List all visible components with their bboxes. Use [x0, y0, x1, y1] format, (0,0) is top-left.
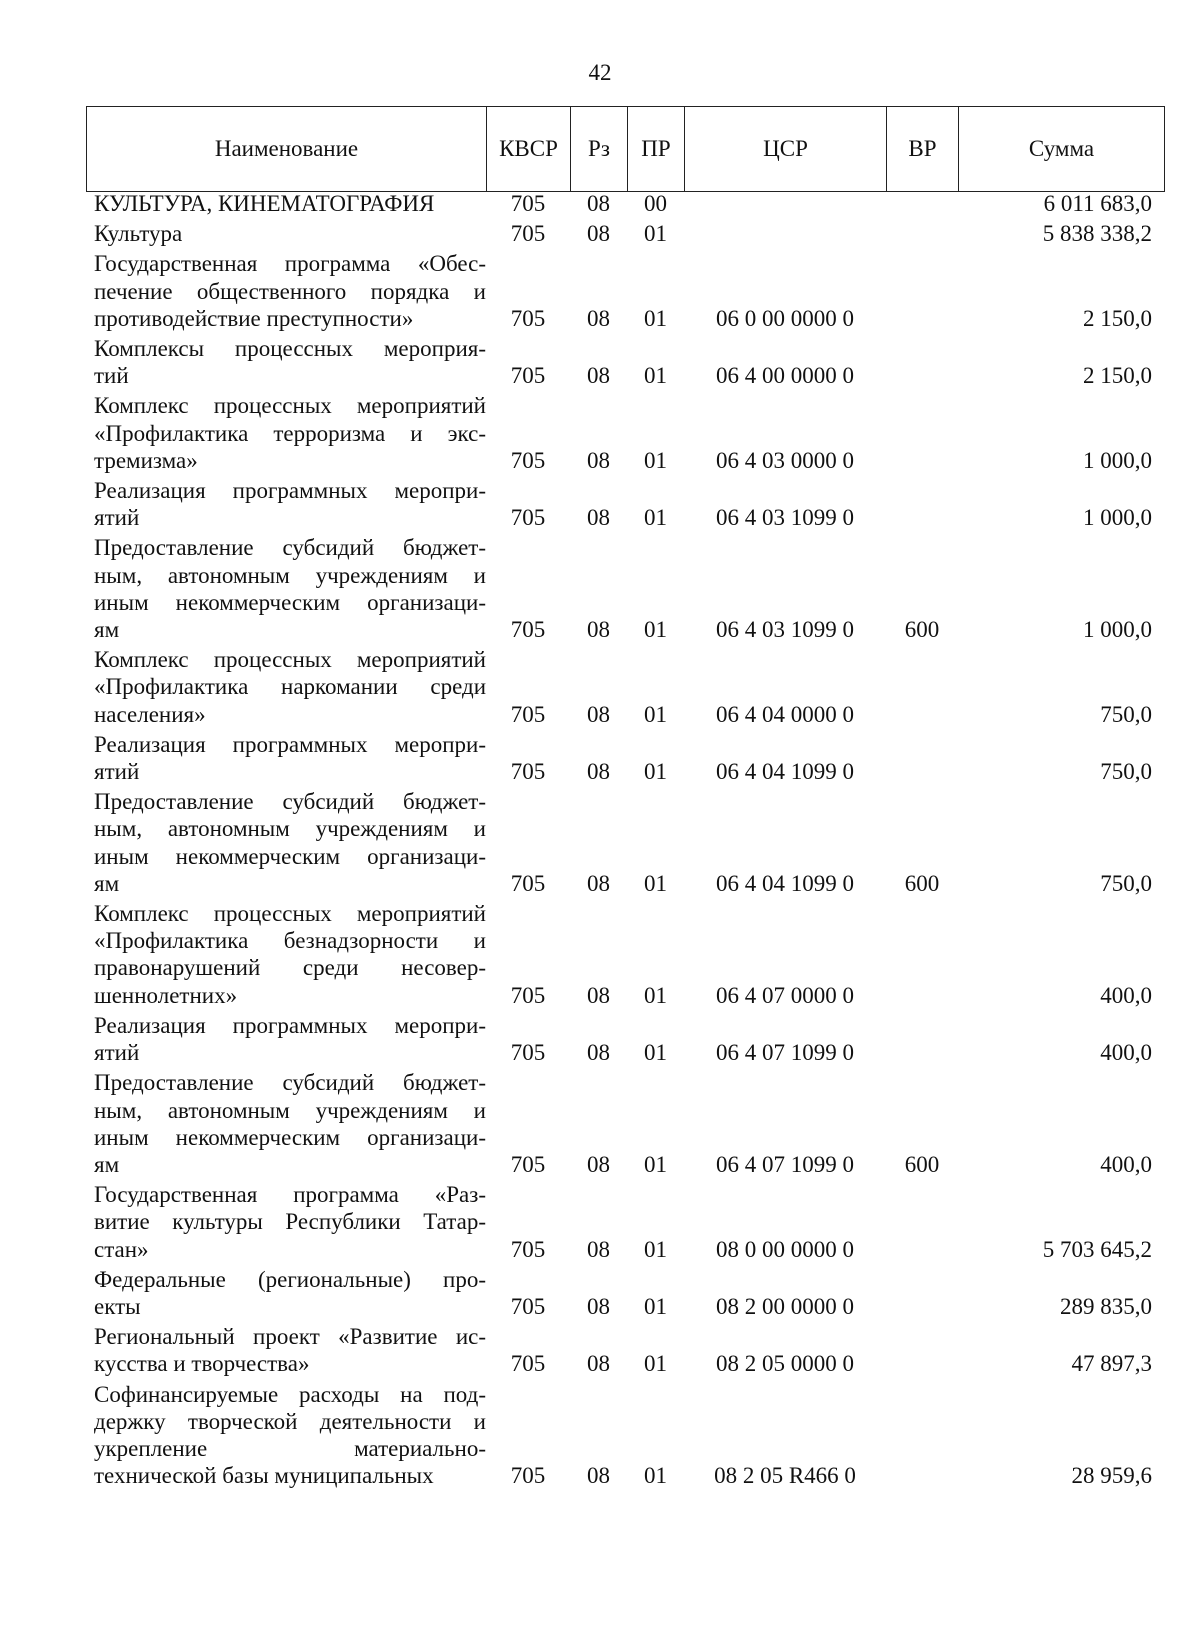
cell-kvsr: 705 [510, 363, 546, 389]
cell-pr: 01 [644, 447, 667, 473]
table-row [86, 1266, 1164, 1320]
row-name-line: кусства и творчества» [94, 1351, 310, 1377]
cell-rz: 08 [587, 701, 610, 727]
cell-pr: 01 [644, 505, 667, 531]
cell-csr: 06 0 00 0000 0 [716, 305, 854, 331]
cell-sum: 400,0 [1100, 982, 1152, 1008]
cell-kvsr: 705 [510, 870, 546, 896]
cell-pr: 01 [644, 982, 667, 1008]
cell-kvsr: 705 [510, 447, 546, 473]
cell-rz: 08 [587, 1236, 610, 1262]
cell-sum: 1 000,0 [1083, 447, 1152, 473]
row-name-line: Софинансируемые расходы на под- [94, 1381, 486, 1407]
row-name-line: ятий [94, 759, 140, 785]
cell-kvsr: 705 [510, 759, 546, 785]
row-name-line: ным, автономным учреждениям и [94, 816, 486, 842]
cell-csr: 06 4 00 0000 0 [716, 363, 854, 389]
cell-vr: 600 [904, 1151, 940, 1177]
table-row [86, 1181, 1164, 1263]
row-name [86, 1012, 486, 1066]
cell-kvsr: 705 [510, 701, 546, 727]
header-rz: Рз [571, 107, 628, 192]
row-name-line: населения» [94, 701, 206, 727]
table-row [86, 220, 1164, 247]
cell-sum: 750,0 [1100, 759, 1152, 785]
row-name [86, 731, 486, 785]
row-name-line: укрепление материально- [94, 1435, 486, 1461]
row-name-line: ным, автономным учреждениям и [94, 1097, 486, 1123]
cell-rz: 08 [587, 191, 610, 216]
cell-kvsr: 705 [510, 1151, 546, 1177]
row-name-line: Реализация программных меропри- [94, 1012, 486, 1038]
row-name-line: Региональный проект «Развитие ис- [94, 1324, 486, 1350]
row-name [86, 477, 486, 531]
row-name-line: екты [94, 1293, 141, 1319]
cell-rz: 08 [587, 982, 610, 1008]
cell-sum: 5 703 645,2 [1042, 1236, 1152, 1262]
table-row [86, 190, 1164, 217]
cell-csr: 06 4 07 1099 0 [716, 1151, 854, 1177]
cell-pr: 01 [644, 1293, 667, 1319]
row-name-line: Комплексы процессных мероприя- [94, 336, 486, 362]
cell-pr: 01 [644, 363, 667, 389]
cell-csr: 06 4 04 0000 0 [716, 701, 854, 727]
cell-pr: 01 [644, 1040, 667, 1066]
row-name-line: держку творческой деятельности и [94, 1408, 486, 1434]
cell-kvsr: 705 [510, 305, 546, 331]
row-name [86, 1381, 486, 1490]
cell-rz: 08 [587, 617, 610, 643]
cell-kvsr: 705 [510, 1463, 546, 1489]
header-vr: ВР [887, 107, 959, 192]
row-name-line: Федеральные (региональные) про- [94, 1266, 486, 1292]
row-name-line: Комплекс процессных мероприятий [94, 901, 486, 927]
cell-pr: 01 [644, 221, 667, 247]
row-name-line: печение общественного порядка и [94, 278, 486, 304]
table-header [86, 106, 1165, 192]
row-name-line: ным, автономным учреждениям и [94, 562, 486, 588]
cell-sum: 2 150,0 [1083, 363, 1152, 389]
cell-csr: 06 4 03 1099 0 [716, 617, 854, 643]
table-row [86, 477, 1164, 531]
row-name [86, 1266, 486, 1320]
cell-csr: 06 4 03 1099 0 [716, 505, 854, 531]
row-name [86, 646, 486, 728]
row-name-line: иным некоммерческим организаци- [94, 1124, 486, 1150]
row-name-line: «Профилактика терроризма и экс- [94, 420, 486, 446]
row-name [86, 392, 486, 474]
row-name-line: ям [94, 870, 120, 896]
cell-kvsr: 705 [510, 221, 546, 247]
cell-rz: 08 [587, 305, 610, 331]
header-pr: ПР [628, 107, 685, 192]
cell-kvsr: 705 [510, 1351, 546, 1377]
row-name-line: Комплекс процессных мероприятий [94, 647, 486, 673]
cell-sum: 750,0 [1100, 870, 1152, 896]
row-name-line: ям [94, 617, 120, 643]
row-name-line: ятий [94, 505, 140, 531]
cell-csr: 08 2 00 0000 0 [716, 1293, 854, 1319]
row-name-line: «Профилактика безнадзорности и [94, 928, 486, 954]
table-row [86, 1323, 1164, 1377]
cell-kvsr: 705 [510, 1236, 546, 1262]
cell-pr: 01 [644, 305, 667, 331]
cell-rz: 08 [587, 1351, 610, 1377]
cell-csr: 06 4 04 1099 0 [716, 759, 854, 785]
cell-kvsr: 705 [510, 617, 546, 643]
cell-pr: 01 [644, 1463, 667, 1489]
cell-pr: 01 [644, 617, 667, 643]
cell-sum: 47 897,3 [1071, 1351, 1152, 1377]
table-row [86, 646, 1164, 728]
cell-kvsr: 705 [510, 191, 546, 216]
row-name-line: Предоставление субсидий бюджет- [94, 1070, 486, 1096]
header-kvsr: КВСР [487, 107, 571, 192]
row-name-line: ятий [94, 1040, 140, 1066]
row-name [86, 250, 486, 332]
row-name-line: Комплекс процессных мероприятий [94, 393, 486, 419]
cell-csr: 06 4 07 0000 0 [716, 982, 854, 1008]
cell-rz: 08 [587, 1293, 610, 1319]
table-row [86, 1069, 1164, 1178]
cell-pr: 01 [644, 1151, 667, 1177]
cell-rz: 08 [587, 505, 610, 531]
cell-csr: 08 2 05 0000 0 [716, 1351, 854, 1377]
page-number: 42 [588, 60, 612, 85]
row-name [86, 1181, 486, 1263]
cell-rz: 08 [587, 870, 610, 896]
row-name-line: ям [94, 1151, 120, 1177]
cell-sum: 5 838 338,2 [1042, 221, 1152, 247]
cell-sum: 750,0 [1100, 701, 1152, 727]
cell-pr: 01 [644, 870, 667, 896]
row-name-line: Реализация программных меропри- [94, 478, 486, 504]
cell-sum: 289 835,0 [1060, 1293, 1152, 1319]
cell-rz: 08 [587, 363, 610, 389]
cell-kvsr: 705 [510, 1040, 546, 1066]
table-row [86, 1012, 1164, 1066]
row-name [86, 534, 486, 643]
row-name [86, 1323, 486, 1377]
cell-rz: 08 [587, 221, 610, 247]
cell-pr: 01 [644, 1236, 667, 1262]
cell-csr: 06 4 03 0000 0 [716, 447, 854, 473]
cell-kvsr: 705 [510, 982, 546, 1008]
row-name-line: тий [94, 363, 129, 389]
cell-vr: 600 [904, 617, 940, 643]
row-name-line: КУЛЬТУРА, КИНЕМАТОГРАФИЯ [94, 191, 435, 216]
row-name [86, 1069, 486, 1178]
table-row [86, 250, 1164, 332]
cell-kvsr: 705 [510, 505, 546, 531]
table-row [86, 788, 1164, 897]
table-row [86, 731, 1164, 785]
row-name-line: противодействие преступности» [94, 305, 414, 331]
cell-pr: 01 [644, 1351, 667, 1377]
header-name: Наименование [87, 107, 487, 192]
row-name [86, 900, 486, 1009]
cell-csr: 08 2 05 R466 0 [714, 1463, 856, 1489]
row-name [86, 190, 486, 217]
cell-csr: 06 4 07 1099 0 [716, 1040, 854, 1066]
row-name-line: Государственная программа «Обес- [94, 251, 486, 277]
cell-sum: 28 959,6 [1071, 1463, 1152, 1489]
cell-kvsr: 705 [510, 1293, 546, 1319]
row-name-line: правонарушений среди несовер- [94, 955, 486, 981]
cell-pr: 00 [644, 191, 667, 216]
cell-sum: 2 150,0 [1083, 305, 1152, 331]
cell-sum: 400,0 [1100, 1040, 1152, 1066]
row-name-line: технической базы муниципальных [94, 1463, 434, 1489]
cell-rz: 08 [587, 1463, 610, 1489]
row-name-line: Предоставление субсидий бюджет- [94, 535, 486, 561]
cell-sum: 400,0 [1100, 1151, 1152, 1177]
row-name-line: стан» [94, 1236, 149, 1262]
table-row [86, 335, 1164, 389]
table-row [86, 900, 1164, 1009]
row-name-line: иным некоммерческим организаци- [94, 843, 486, 869]
table-row [86, 392, 1164, 474]
cell-sum: 1 000,0 [1083, 617, 1152, 643]
cell-rz: 08 [587, 1040, 610, 1066]
cell-rz: 08 [587, 447, 610, 473]
cell-sum: 6 011 683,0 [1043, 191, 1152, 216]
row-name-line: Реализация программных меропри- [94, 731, 486, 757]
row-name-line: тремизма» [94, 447, 198, 473]
table-body [86, 190, 1164, 1492]
row-name-line: Государственная программа «Раз- [94, 1182, 486, 1208]
table-row [86, 1381, 1164, 1490]
cell-rz: 08 [587, 1151, 610, 1177]
row-name-line: иным некоммерческим организаци- [94, 589, 486, 615]
row-name-line: Культура [94, 221, 183, 247]
table-row [86, 534, 1164, 643]
cell-pr: 01 [644, 701, 667, 727]
cell-csr: 06 4 04 1099 0 [716, 870, 854, 896]
cell-vr: 600 [904, 870, 940, 896]
row-name [86, 220, 486, 247]
cell-rz: 08 [587, 759, 610, 785]
row-name [86, 788, 486, 897]
cell-pr: 01 [644, 759, 667, 785]
row-name-line: шеннолетних» [94, 982, 238, 1008]
row-name-line: Предоставление субсидий бюджет- [94, 789, 486, 815]
header-sum: Сумма [959, 107, 1165, 192]
row-name-line: витие культуры Республики Татар- [94, 1209, 486, 1235]
header-csr: ЦСР [685, 107, 887, 192]
row-name-line: «Профилактика наркомании среди [94, 674, 486, 700]
cell-sum: 1 000,0 [1083, 505, 1152, 531]
row-name [86, 335, 486, 389]
cell-csr: 08 0 00 0000 0 [716, 1236, 854, 1262]
